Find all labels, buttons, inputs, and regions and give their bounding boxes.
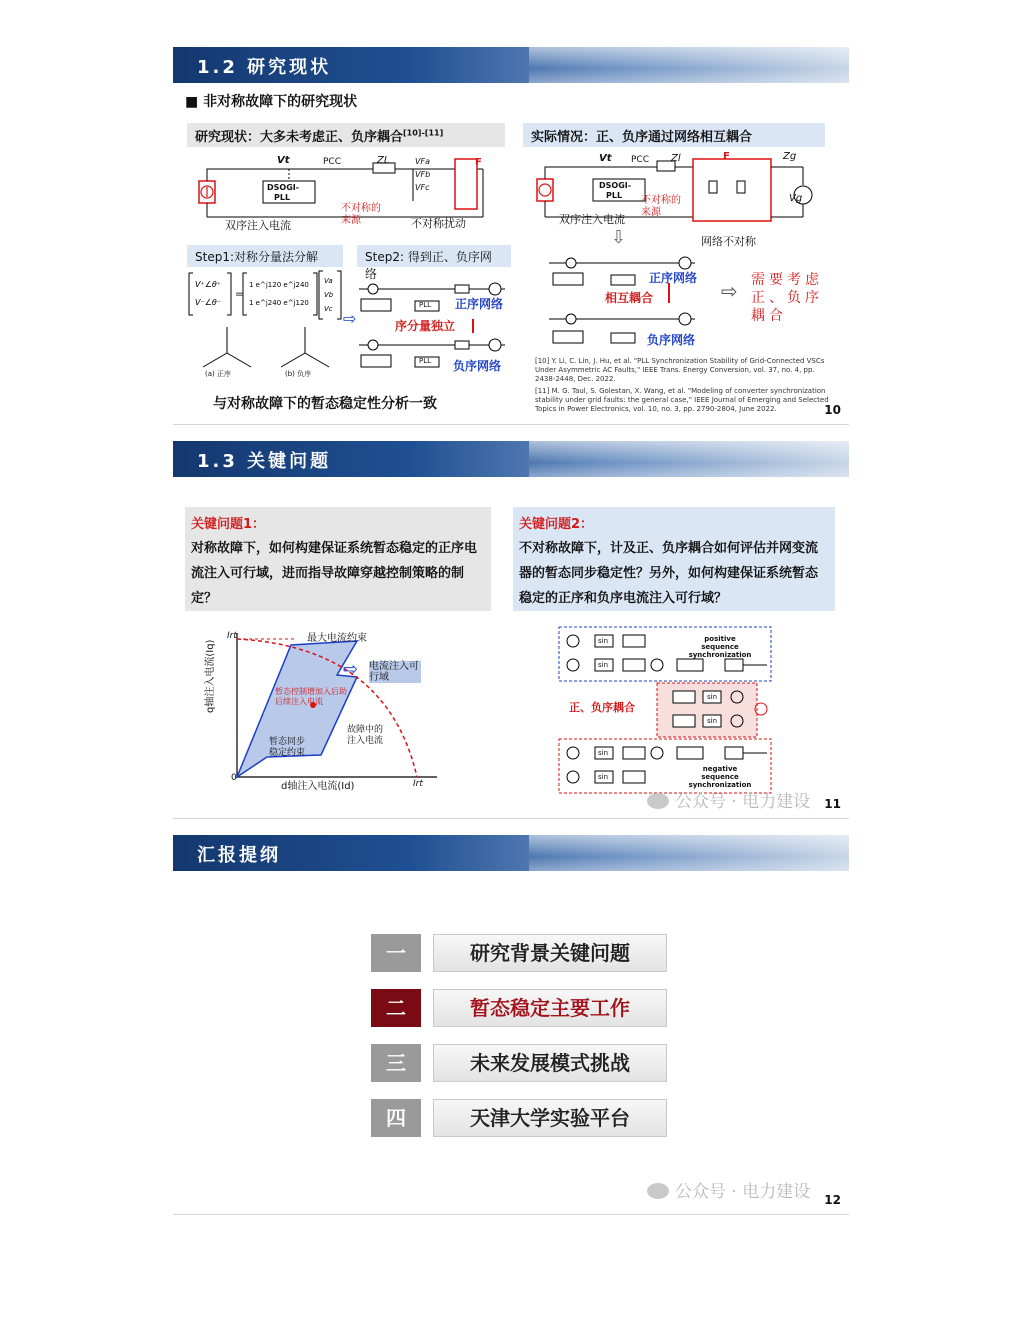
reference-11: [11] M. G. Taul, S. Golestan, X. Wang, et al. "Modeling of converter synchronization stability under grid faults: the general case," IEEE Journal of Emerging and Selected Topics in Power Electronics, vol. 10, no. 3, pp. 2790-2804, June 2022.: [535, 387, 829, 413]
outline-text: 天津大学实验平台: [433, 1099, 667, 1137]
key-question-1: 关键问题1： 对称故障下，如何构建保证系统暂态稳定的正序电流注入可行域，进而指导故障穿越控制策略的制定？: [185, 507, 491, 611]
page-number: 12: [824, 1193, 841, 1207]
slide-banner: [173, 835, 849, 871]
slide-research-status: 1.2 研究现状 ■ 非对称故障下的研究现状 研究现状：大多未考虑正、负序耦合[10]-[11] 实际情况：正、负序通过网络相互耦合 Vt PCC ZL VFa VFb VFc F DSOGI- PLL 双序注入电流 不对称的来源 不对称扰动 Vt PCC Zl F Zg Vg DSOGI- PLL 双序注入电流 不对称的来源 网络不对称 Step1:对称分量法分解 Step2: 得到正、负序网络 V⁺∠θ⁺ V⁻∠θ⁻ = 1 e^j120 e^j240 1 e^j240 e^j120 Va Vb Vc (a) 正序 (b) 负序 ⇨ PLL PLL 正序网络 序分量独立 负序网络 ⇩ 正序网络 相互耦合 负序网络 ⇨ 需要考虑正、负序耦合 与对称故障下的暂态稳定性分析一致 [10] Y. Li, C. Lin, J. Hu, et al. "PLL Synchronization Stability of Grid-Connected VSCs Under Asymmetric AC Faults," IEEE Trans. Energy Conversion, vol. 37, no. 4, pp. 2438-2448, Dec. 2022. [11] M. G. Taul, S. Golestan, X. Wang, et al. "Modeling of converter synchronization stability under grid faults: the general case," IEEE Journal of Emerging and Selected Topics in Power Electronics, vol. 10, no. 3, pp. 2790-2804, June 2022. 10: [173, 47, 849, 425]
page-number: 10: [824, 403, 841, 417]
slide-banner: [173, 47, 849, 83]
watermark: 公众号 · 电力建设: [647, 1177, 810, 1202]
feasible-region-plot: [207, 627, 447, 787]
symmetric-component-matrix: [187, 269, 343, 321]
outline-number: 四: [371, 1099, 421, 1137]
reference-10: [10] Y. Li, C. Lin, J. Hu, et al. "PLL Synchronization Stability of Grid-Connected VSCs Under Asymmetric AC Faults," IEEE Trans. Energy Conversion, vol. 37, no. 4, pp. 2438-2448, Dec. 2022.: [535, 357, 825, 383]
outline-item-3[interactable]: [371, 1044, 669, 1082]
outline-text: 暂态稳定主要工作: [433, 989, 667, 1027]
svg-text:1 e^j120 e^j240: 1 e^j120 e^j240: [249, 281, 309, 289]
svg-text:V⁻∠θ⁻: V⁻∠θ⁻: [195, 298, 221, 307]
right-arrow-icon: ⇨: [343, 659, 359, 680]
outline-number: 一: [371, 934, 421, 972]
outline-text: 研究背景关键问题: [433, 934, 667, 972]
banner-title: 汇报提纲: [197, 845, 281, 866]
wechat-icon: [647, 1183, 669, 1199]
outline-item-1[interactable]: [371, 934, 669, 972]
outline-number: 三: [371, 1044, 421, 1082]
svg-text:Va: Va: [324, 277, 333, 285]
conclusion-text: 与对称故障下的暂态稳定性分析一致: [213, 396, 437, 412]
svg-text:Vb: Vb: [324, 291, 334, 299]
banner-title: 1.2 研究现状: [197, 57, 332, 78]
arrow-icon: ⇨: [343, 309, 357, 328]
left-heading: 研究现状：大多未考虑正、负序耦合[10]-[11]: [187, 123, 505, 147]
slide-outline: [173, 835, 849, 1215]
outline-number: 二: [371, 989, 421, 1027]
step2-heading: Step2: 得到正、负序网络: [357, 245, 511, 267]
page-number: 11: [824, 797, 841, 811]
slide-banner: [173, 441, 849, 477]
slide-subtitle: ■ 非对称故障下的研究现状: [185, 94, 358, 110]
svg-text:=: =: [235, 289, 244, 300]
outline-text: 未来发展模式挑战: [433, 1044, 667, 1082]
outline-item-4[interactable]: [371, 1099, 669, 1137]
watermark: 公众号 · 电力建设: [647, 787, 810, 812]
svg-text:1 e^j240 e^j120: 1 e^j240 e^j120: [249, 299, 309, 307]
svg-text:V⁺∠θ⁺: V⁺∠θ⁺: [195, 280, 221, 289]
banner-title: 1.3 关键问题: [197, 451, 332, 472]
wechat-icon: [647, 793, 669, 809]
outline-item-2[interactable]: [371, 989, 669, 1027]
down-arrow-icon: ⇩: [611, 227, 627, 248]
key-question-2: 关键问题2： 不对称故障下，计及正、负序耦合如何评估并网变流器的暂态同步稳定性？另外，如何构建保证系统暂态稳定的正序和负序电流注入可行域？: [513, 507, 835, 611]
right-heading: 实际情况：正、负序通过网络相互耦合: [523, 123, 825, 147]
step1-heading: Step1:对称分量法分解: [187, 245, 343, 267]
slide-key-issues: 1.3 关键问题 关键问题1： 对称故障下，如何构建保证系统暂态稳定的正序电流注入可行域，进而指导故障穿越控制策略的制定？ 关键问题2： 不对称故障下，计及正、负序耦合如何评估并网变流器的暂态同步稳定性？另外，如何构建保证系统暂态稳定的正序和负序电流注入可行域？ 最大电流约束 ⇨ 电流注入可行域 暂态控制增加入后助后续注入电流 暂态同步稳定约束 故障中的注入电流 q轴注入电流(Iq) d轴注入电流(Id) Irt Irt 0 sin sin positive sequence synchronization 正、负序耦合 sin sin sin sin negative sequence synchronization 公众号 · 电力建设 11: [173, 441, 849, 819]
svg-text:Vc: Vc: [324, 305, 333, 313]
right-arrow-icon: ⇨: [721, 279, 738, 303]
